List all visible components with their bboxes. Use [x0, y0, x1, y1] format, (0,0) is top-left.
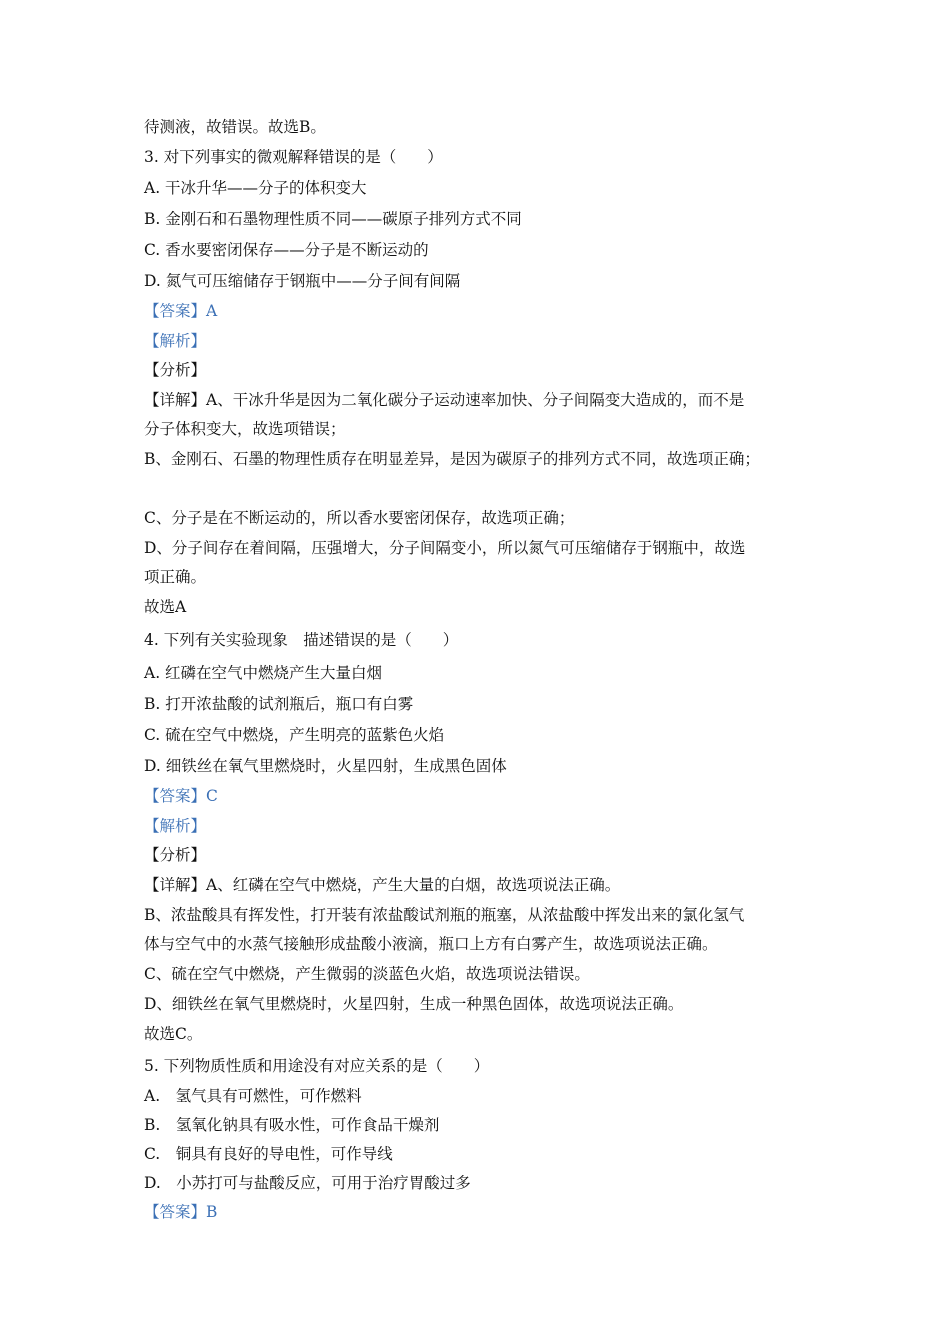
question-3-option-d: D. 氮气可压缩储存于钢瓶中——分子间有间隔 — [144, 272, 461, 290]
detail-line: 【详解】A、干冰升华是因为二氧化碳分子运动速率加快、分子间隔变大造成的，而不是 — [144, 391, 745, 409]
analysis-label: 【解析】 — [144, 817, 207, 835]
question-3-option-a: A. 干冰升华——分子的体积变大 — [144, 179, 367, 197]
detail-line: D、细铁丝在氧气里燃烧时，火星四射，生成一种黑色固体，故选项说法正确。 — [144, 995, 684, 1013]
analysis-heading: 【分析】 — [144, 361, 207, 379]
detail-line: C、分子是在不断运动的，所以香水要密闭保存，故选项正确； — [144, 509, 575, 527]
question-3-option-c: C. 香水要密闭保存——分子是不断运动的 — [144, 241, 429, 259]
detail-line: 项正确。 — [144, 568, 207, 586]
question-3-stem: 3. 对下列事实的微观解释错误的是（ ） — [144, 148, 443, 166]
detail-line: B、浓盐酸具有挥发性，打开装有浓盐酸试剂瓶的瓶塞，从浓盐酸中挥发出来的氯化氢气 — [144, 906, 745, 924]
detail-line: 体与空气中的水蒸气接触形成盐酸小液滴，瓶口上方有白雾产生，故选项说法正确。 — [144, 935, 718, 953]
answer-label: 【答案】B — [144, 1203, 218, 1221]
question-5-option-c: C. 铜具有良好的导电性，可作导线 — [144, 1145, 393, 1163]
answer-label: 【答案】C — [144, 787, 218, 805]
question-5-option-d: D. 小苏打可与盐酸反应，可用于治疗胃酸过多 — [144, 1174, 471, 1192]
conclusion-line: 故选C。 — [144, 1025, 203, 1043]
analysis-label: 【解析】 — [144, 332, 207, 350]
analysis-heading: 【分析】 — [144, 846, 207, 864]
detail-line: B、金刚石、石墨的物理性质存在明显差异，是因为碳原子的排列方式不同，故选项正确； — [144, 450, 760, 468]
detail-line: D、分子间存在着间隔，压强增大，分子间隔变小，所以氮气可压缩储存于钢瓶中，故选 — [144, 539, 746, 557]
text-line: 待测液，故错误。故选B。 — [144, 118, 326, 136]
question-5-option-b: B. 氢氧化钠具有吸水性，可作食品干燥剂 — [144, 1116, 440, 1134]
question-4-option-b: B. 打开浓盐酸的试剂瓶后，瓶口有白雾 — [144, 695, 414, 713]
question-4-option-a: A. 红磷在空气中燃烧产生大量白烟 — [144, 664, 383, 682]
answer-label: 【答案】A — [144, 302, 218, 320]
detail-line: 【详解】A、红磷在空气中燃烧，产生大量的白烟，故选项说法正确。 — [144, 876, 621, 894]
question-5-option-a: A. 氢气具有可燃性，可作燃料 — [144, 1087, 362, 1105]
question-5-stem: 5. 下列物质性质和用途没有对应关系的是（ ） — [144, 1057, 490, 1075]
question-4-stem: 4. 下列有关实验现象 描述错误的是（ ） — [144, 631, 459, 649]
question-4-option-c: C. 硫在空气中燃烧，产生明亮的蓝紫色火焰 — [144, 726, 445, 744]
question-3-option-b: B. 金刚石和石墨物理性质不同——碳原子排列方式不同 — [144, 210, 522, 228]
detail-line: 分子体积变大，故选项错误； — [144, 420, 346, 438]
conclusion-line: 故选A — [144, 598, 187, 616]
question-4-option-d: D. 细铁丝在氧气里燃烧时，火星四射，生成黑色固体 — [144, 757, 507, 775]
detail-line: C、硫在空气中燃烧，产生微弱的淡蓝色火焰，故选项说法错误。 — [144, 965, 590, 983]
